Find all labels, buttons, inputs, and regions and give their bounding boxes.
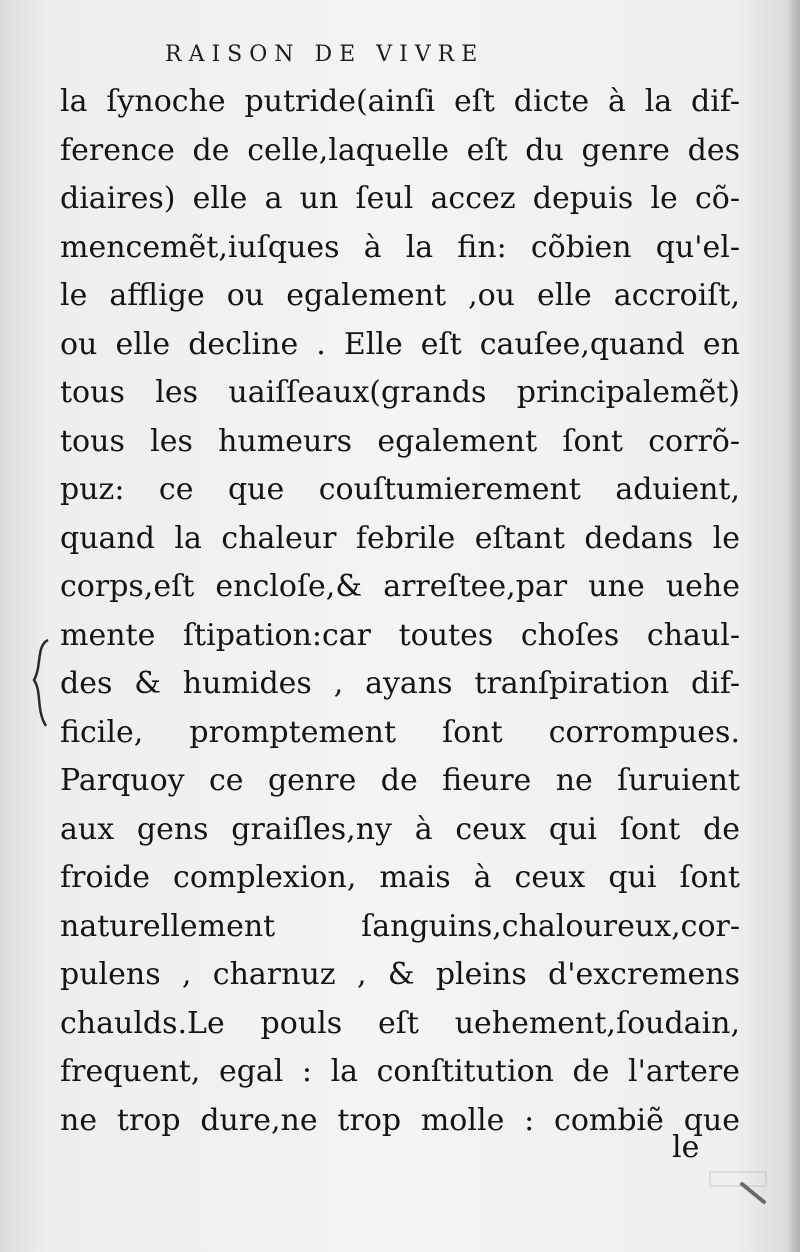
text-line: mencemẽt,iuſques à la fin: cõbien qu'el- [60, 229, 740, 265]
text-line: puz: ce que couſtumierement aduient, [60, 472, 740, 507]
text-line: quand la chaleur febrile eſtant dedans le [60, 520, 740, 556]
text-line: Parquoy ce genre de fieure ne ſuruient [60, 763, 740, 798]
text-line: des & humides , ayans tranſpiration dif- [60, 666, 740, 701]
text-line: pulens , charnuz , & pleins d'excremens [60, 957, 740, 992]
text-line: froide complexion, mais à ceux qui ſont [60, 860, 740, 895]
text-line: le afflige ou egalement ,ou elle accroiſt, [60, 278, 740, 313]
page-edge-shadow [786, 0, 800, 1252]
running-head: RAISON DE VIVRE [165, 42, 485, 67]
text-line: frequent, egal : la conſtitution de l'artere [60, 1054, 740, 1089]
text-line: tous les humeurs egalement ſont corrõ- [60, 423, 740, 459]
text-line: la ſynoche putride(ainſi eſt dicte à la dif- [60, 84, 740, 119]
catchword: le [672, 1130, 700, 1165]
text-line: ference de celle,laquelle eſt du genre des [60, 132, 740, 168]
text-line: corps,eſt encloſe,& arreſtee,par une uehe [60, 569, 740, 604]
body-text [60, 78, 740, 1145]
text-line: aux gens graiſles,ny à ceux qui ſont de [60, 811, 740, 847]
text-line: ficile, promptement ſont corrompues. [60, 714, 740, 750]
text-line: chaulds.Le pouls eſt uehement,ſoudain, [60, 1005, 740, 1041]
pin-hole-icon [736, 1178, 772, 1208]
margin-bracket-mark [28, 636, 54, 730]
text-line: tous les uaiſſeaux(grands principalemẽt) [60, 375, 740, 410]
text-line: ne trop dure,ne trop molle : combiẽ que [60, 1102, 740, 1138]
text-line: diaires) elle a un ſeul accez depuis le cõ- [60, 181, 740, 216]
text-line: naturellement ſanguins,chaloureux,cor- [60, 908, 740, 944]
text-line: mente ſtipation:car toutes choſes chaul- [60, 617, 740, 653]
text-line: ou elle decline . Elle eſt cauſee,quand en [60, 326, 740, 362]
